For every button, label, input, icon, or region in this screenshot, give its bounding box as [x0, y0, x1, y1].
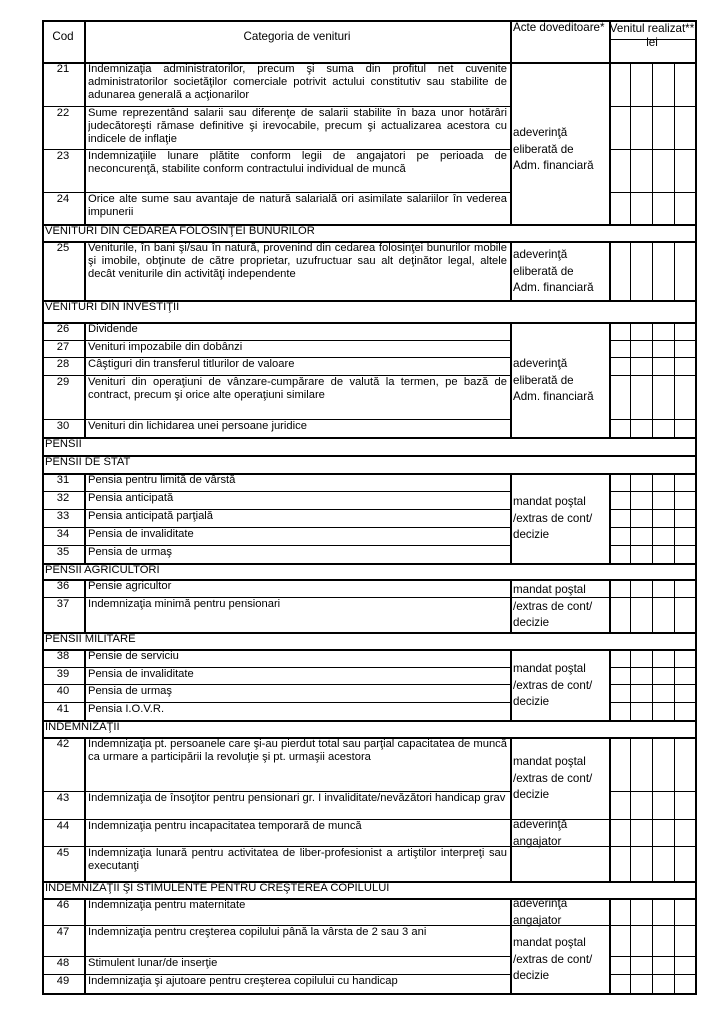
acte-column-divider [609, 192, 611, 224]
row-description: Pensia de invaliditate [88, 668, 194, 680]
code-column-divider [84, 241, 86, 300]
acte-column-divider [609, 106, 611, 149]
row-description: Sume reprezentând salarii sau diferenţe de salarii stabilite în baza unor hotărâri judecătoreşti rămase definitive şi irevocabile, precum şi actualizarea acestora cu indicele de inflaţie [88, 107, 507, 146]
amount-cell-divider [630, 702, 631, 720]
header-acte: Acte doveditoare* [513, 21, 605, 34]
amount-cell-divider [674, 375, 675, 419]
header-divider-categoria [510, 20, 512, 62]
acte-column-divider [609, 974, 611, 993]
amount-cell-divider [652, 106, 653, 149]
row-description: Indemnizaţia pentru creşterea copilului până la vârsta de 2 sau 3 ani [88, 926, 427, 938]
acte-doveditoare-line: decizie [513, 528, 550, 541]
row-description: Indemnizaţia şi ajutoare pentru creşterea copilului cu handicap [88, 975, 398, 987]
description-column-divider [510, 667, 512, 684]
acte-doveditoare-line: Adm. financiară [513, 159, 594, 172]
amount-cell-divider [630, 737, 631, 791]
description-column-divider [510, 509, 512, 527]
row-description: Indemnizaţia de însoţitor pentru pensionari gr. I invaliditate/nevăzători handicap grav [88, 792, 506, 804]
acte-column-divider [609, 509, 611, 527]
acte-doveditoare-line: mandat poştal [513, 755, 586, 768]
row-description: Pensia de urmaş [88, 685, 172, 697]
code-column-divider [84, 357, 86, 375]
code-column-divider [84, 819, 86, 846]
amount-cell-divider [652, 491, 653, 509]
code-column-divider [84, 702, 86, 720]
row-code: 28 [56, 358, 70, 370]
amount-cell-divider [630, 106, 631, 149]
description-column-divider [510, 473, 512, 491]
amount-cell-divider [652, 684, 653, 702]
row-code: 29 [56, 376, 70, 388]
amount-cell-divider [652, 925, 653, 956]
description-column-divider [510, 791, 512, 819]
description-column-divider [510, 527, 512, 545]
amount-cell-divider [630, 149, 631, 192]
row-description: Pensia I.O.V.R. [88, 703, 165, 715]
acte-doveditoare-line: mandat poştal [513, 936, 586, 949]
amount-cell-divider [630, 419, 631, 437]
amount-cell-divider [630, 597, 631, 632]
row-code: 49 [56, 975, 70, 987]
amount-cell-divider [630, 62, 631, 106]
code-column-divider [84, 667, 86, 684]
amount-cell-divider [674, 597, 675, 632]
amount-cell-divider [674, 509, 675, 527]
amount-cell-divider [630, 545, 631, 563]
row-description: Pensia de invaliditate [88, 528, 194, 540]
row-code: 27 [56, 341, 70, 353]
amount-cell-divider [630, 527, 631, 545]
row-code: 45 [56, 847, 70, 859]
code-column-divider [84, 846, 86, 881]
amount-cell-divider [652, 819, 653, 846]
acte-doveditoare-line: mandat poştal [513, 662, 586, 675]
acte-doveditoare-line: eliberată de [513, 373, 574, 387]
code-column-divider [84, 340, 86, 357]
description-column-divider [510, 545, 512, 563]
amount-cell-divider [630, 956, 631, 974]
amount-cell-divider [630, 667, 631, 684]
acte-column-divider [609, 545, 611, 563]
amount-cell-divider [652, 149, 653, 192]
code-column-divider [84, 649, 86, 667]
acte-column-divider [609, 597, 611, 632]
acte-column-divider [609, 375, 611, 419]
row-description: Pensia anticipată [88, 492, 174, 504]
row-description: Venituri din lichidarea unei persoane juridice [88, 420, 307, 432]
amount-cell-divider [630, 322, 631, 340]
amount-cell-divider [674, 702, 675, 720]
acte-doveditoare-line: angajator [513, 913, 562, 927]
amount-cell-divider [630, 192, 631, 224]
section-heading: PENSII AGRICULTORI [45, 564, 160, 576]
row-description: Orice alte sume sau avantaje de natură salarială ori asimilate salariilor în vederea impunerii [88, 193, 507, 219]
acte-doveditoare-line: /extras de cont/ [513, 771, 593, 785]
code-column-divider [84, 579, 86, 597]
amount-cell-divider [674, 322, 675, 340]
row-code: 32 [56, 492, 70, 504]
amount-cell-divider [652, 649, 653, 667]
amount-cell-divider [652, 473, 653, 491]
amount-cell-divider [630, 819, 631, 846]
table-border-right [695, 20, 697, 995]
section-heading: PENSII [45, 438, 82, 450]
amount-cell-divider [674, 241, 675, 300]
acte-column-divider [609, 322, 611, 340]
acte-group-divider [510, 993, 609, 994]
amount-cell-divider [652, 846, 653, 881]
header-venitul: Venitul realizat** lei [609, 22, 695, 49]
code-column-divider [84, 509, 86, 527]
amount-cell-divider [674, 527, 675, 545]
row-description: Indemnizaţiile lunare plătite conform legii de angajatori pe perioada de neconcurenţă, stabilite conform contractului individual de muncă [88, 150, 507, 176]
acte-column-divider [609, 491, 611, 509]
code-column-divider [84, 106, 86, 149]
amount-cell-divider [652, 545, 653, 563]
description-column-divider [510, 925, 512, 956]
amount-cell-divider [674, 846, 675, 881]
amount-cell-divider [674, 956, 675, 974]
description-column-divider [510, 737, 512, 791]
acte-column-divider [609, 667, 611, 684]
description-column-divider [510, 375, 512, 419]
row-code: 46 [56, 899, 70, 911]
row-code: 26 [56, 323, 70, 335]
code-column-divider [84, 375, 86, 419]
acte-doveditoare-line: /extras de cont/ [513, 952, 593, 966]
amount-cell-divider [674, 473, 675, 491]
acte-doveditoare-line: /extras de cont/ [513, 678, 593, 692]
row-description: Indemnizaţia lunară pentru activitatea de liber-profesionist a artiştilor interpreţi sau executanţi [88, 847, 507, 873]
acte-doveditoare-line: eliberată de [513, 264, 574, 278]
description-column-divider [510, 956, 512, 974]
code-column-divider [84, 974, 86, 993]
row-description: Câştiguri din transferul titlurilor de valoare [88, 358, 295, 370]
code-column-divider [84, 898, 86, 925]
amount-row-divider [609, 993, 695, 994]
description-column-divider [510, 702, 512, 720]
row-code: 34 [56, 528, 70, 540]
amount-cell-divider [652, 509, 653, 527]
amount-cell-divider [630, 491, 631, 509]
row-description: Indemnizaţia administratorilor, precum şi suma din profitul net cuvenite administratorilor societăţilor comerciale potrivit actului constitutiv sau stabilite de adunarea generală a acţionarilor [88, 63, 507, 102]
description-column-divider [510, 819, 512, 846]
amount-cell-divider [652, 737, 653, 791]
amount-cell-divider [630, 898, 631, 925]
amount-cell-divider [630, 974, 631, 993]
section-heading: VENITURI DIN INVESTIŢII [45, 301, 180, 313]
description-column-divider [510, 597, 512, 632]
description-column-divider [510, 898, 512, 925]
acte-column-divider [609, 846, 611, 881]
acte-column-divider [609, 241, 611, 300]
row-code: 33 [56, 510, 70, 522]
row-description: Venituri impozabile din dobânzi [88, 341, 243, 353]
acte-column-divider [609, 419, 611, 437]
acte-column-divider [609, 357, 611, 375]
row-divider [42, 993, 510, 994]
amount-cell-divider [630, 509, 631, 527]
amount-cell-divider [674, 684, 675, 702]
acte-column-divider [609, 925, 611, 956]
row-code: 44 [56, 820, 70, 832]
amount-cell-divider [630, 473, 631, 491]
row-code: 38 [56, 650, 70, 662]
row-description: Dividende [88, 323, 138, 335]
amount-cell-divider [630, 684, 631, 702]
amount-cell-divider [630, 791, 631, 819]
amount-cell-divider [630, 357, 631, 375]
description-column-divider [510, 192, 512, 224]
row-code: 48 [56, 957, 70, 969]
amount-cell-divider [652, 192, 653, 224]
acte-doveditoare-line: eliberată de [513, 142, 574, 156]
acte-column-divider [609, 819, 611, 846]
amount-cell-divider [674, 192, 675, 224]
description-column-divider [510, 62, 512, 106]
code-column-divider [84, 527, 86, 545]
code-column-divider [84, 791, 86, 819]
header-cod: Cod [52, 30, 74, 43]
acte-column-divider [609, 579, 611, 597]
row-description: Pensie agricultor [88, 580, 172, 592]
row-description: Pensia anticipată parţială [88, 510, 214, 522]
row-description: Pensie de serviciu [88, 650, 179, 662]
amount-cell-divider [674, 974, 675, 993]
description-column-divider [510, 491, 512, 509]
amount-cell-divider [630, 241, 631, 300]
section-heading: INDEMNIZAŢII [45, 721, 120, 733]
amount-cell-divider [674, 491, 675, 509]
row-code: 24 [56, 193, 70, 205]
acte-doveditoare-line: adeverinţă [513, 126, 568, 139]
description-column-divider [510, 974, 512, 993]
description-column-divider [510, 149, 512, 192]
row-code: 41 [56, 703, 70, 715]
row-code: 21 [56, 63, 70, 75]
acte-doveditoare-line: /extras de cont/ [513, 599, 593, 613]
amount-cell-divider [652, 322, 653, 340]
amount-cell-divider [630, 925, 631, 956]
description-column-divider [510, 340, 512, 357]
amount-cell-divider [674, 149, 675, 192]
row-description: Stimulent lunar/de inserţie [88, 957, 218, 969]
row-code: 40 [56, 685, 70, 697]
code-column-divider [84, 597, 86, 632]
acte-column-divider [609, 62, 611, 106]
amount-cell-divider [674, 667, 675, 684]
amount-cell-divider [652, 375, 653, 419]
description-column-divider [510, 106, 512, 149]
description-column-divider [510, 846, 512, 881]
section-heading: PENSII DE STAT [45, 456, 131, 468]
amount-cell-divider [652, 419, 653, 437]
amount-cell-divider [630, 340, 631, 357]
acte-doveditoare-line: /extras de cont/ [513, 511, 593, 525]
row-code: 25 [56, 242, 70, 254]
acte-column-divider [609, 527, 611, 545]
amount-cell-divider [674, 106, 675, 149]
row-code: 42 [56, 738, 70, 750]
code-column-divider [84, 192, 86, 224]
code-column-divider [84, 925, 86, 956]
amount-cell-divider [630, 846, 631, 881]
amount-cell-divider [674, 62, 675, 106]
acte-doveditoare-line: decizie [513, 969, 550, 982]
amount-cell-divider [674, 545, 675, 563]
row-description: Indemnizaţia minimă pentru pensionari [88, 598, 281, 610]
amount-cell-divider [652, 579, 653, 597]
amount-cell-divider [674, 737, 675, 791]
row-code: 36 [56, 580, 70, 592]
acte-doveditoare-line: adeverinţă [513, 818, 568, 831]
amount-cell-divider [674, 419, 675, 437]
amount-cell-divider [652, 791, 653, 819]
amount-cell-divider [652, 340, 653, 357]
row-code: 31 [56, 474, 70, 486]
amount-cell-divider [674, 340, 675, 357]
code-column-divider [84, 62, 86, 106]
acte-column-divider [609, 702, 611, 720]
row-code: 43 [56, 792, 70, 804]
code-column-divider [84, 491, 86, 509]
description-column-divider [510, 241, 512, 300]
acte-doveditoare-line: decizie [513, 616, 550, 629]
row-code: 39 [56, 668, 70, 680]
amount-cell-divider [674, 925, 675, 956]
amount-cell-divider [652, 597, 653, 632]
row-code: 37 [56, 598, 70, 610]
acte-doveditoare-line: decizie [513, 695, 550, 708]
amount-cell-divider [652, 898, 653, 925]
row-description: Indemnizaţia pentru incapacitatea temporară de muncă [88, 820, 362, 832]
acte-doveditoare-line: adeverinţă [513, 248, 568, 261]
amount-cell-divider [674, 649, 675, 667]
amount-cell-divider [652, 702, 653, 720]
acte-column-divider [609, 737, 611, 791]
acte-doveditoare-line: decizie [513, 788, 550, 801]
header-categoria: Categoria de venituri [243, 30, 351, 43]
code-column-divider [84, 956, 86, 974]
row-code: 35 [56, 546, 70, 558]
amount-cell-divider [674, 819, 675, 846]
description-column-divider [510, 579, 512, 597]
row-code: 23 [56, 150, 70, 162]
acte-column-divider [609, 898, 611, 925]
description-column-divider [510, 419, 512, 437]
amount-cell-divider [652, 667, 653, 684]
code-column-divider [84, 149, 86, 192]
acte-doveditoare-line: adeverinţă [513, 897, 568, 910]
row-description: Pensia de urmaş [88, 546, 172, 558]
code-column-divider [84, 737, 86, 791]
amount-cell-divider [652, 974, 653, 993]
acte-column-divider [609, 340, 611, 357]
row-code: 30 [56, 420, 70, 432]
amount-cell-divider [674, 357, 675, 375]
code-column-divider [84, 322, 86, 340]
amount-cell-divider [674, 898, 675, 925]
description-column-divider [510, 649, 512, 667]
row-description: Pensia pentru limită de vârstă [88, 474, 236, 486]
acte-doveditoare-line: angajator [513, 834, 562, 848]
description-column-divider [510, 357, 512, 375]
description-column-divider [510, 684, 512, 702]
amount-cell-divider [652, 956, 653, 974]
amount-cell-divider [630, 579, 631, 597]
acte-column-divider [609, 149, 611, 192]
section-heading: INDEMNIZAŢII ŞI STIMULENTE PENTRU CREŞTEREA COPILULUI [45, 882, 390, 894]
acte-column-divider [609, 956, 611, 974]
row-description: Veniturile, în bani şi/sau în natură, provenind din cedarea folosinţei bunurilor mobile şi imobile, obţinute de către proprietar, uzufructuar sau alt deţinător legal, altele decât veniturile din activităţi independente [88, 242, 507, 281]
acte-column-divider [609, 649, 611, 667]
section-heading: VENITURI DIN CEDAREA FOLOSINŢEI BUNURILOR [45, 225, 315, 237]
amount-cell-divider [652, 527, 653, 545]
row-description: Venituri din operaţiuni de vânzare-cumpărare de valută la termen, pe bază de contract, precum şi orice alte operaţiuni similare [88, 376, 507, 402]
row-code: 22 [56, 107, 70, 119]
acte-column-divider [609, 684, 611, 702]
acte-doveditoare-line: mandat poştal [513, 583, 586, 596]
amount-cell-divider [652, 357, 653, 375]
description-column-divider [510, 322, 512, 340]
amount-cell-divider [674, 791, 675, 819]
acte-doveditoare-line: mandat poştal [513, 495, 586, 508]
code-column-divider [84, 684, 86, 702]
amount-cell-divider [652, 241, 653, 300]
code-column-divider [84, 545, 86, 563]
row-description: Indemnizaţia pt. persoanele care şi-au pierdut total sau parţial capacitatea de muncă ca urmare a participării la revoluţie şi pt. urmaşii acestora [88, 738, 507, 764]
amount-cell-divider [630, 649, 631, 667]
acte-doveditoare-line: Adm. financiară [513, 281, 594, 294]
code-column-divider [84, 473, 86, 491]
acte-doveditoare-line: adeverinţă [513, 357, 568, 370]
row-description: Indemnizaţia pentru maternitate [88, 899, 246, 911]
section-heading: PENSII MILITARE [45, 633, 136, 645]
row-code: 47 [56, 926, 70, 938]
acte-doveditoare-line: Adm. financiară [513, 390, 594, 403]
amount-cell-divider [630, 375, 631, 419]
acte-column-divider [609, 791, 611, 819]
code-column-divider [84, 419, 86, 437]
acte-column-divider [609, 473, 611, 491]
amount-cell-divider [652, 62, 653, 106]
amount-cell-divider [674, 579, 675, 597]
